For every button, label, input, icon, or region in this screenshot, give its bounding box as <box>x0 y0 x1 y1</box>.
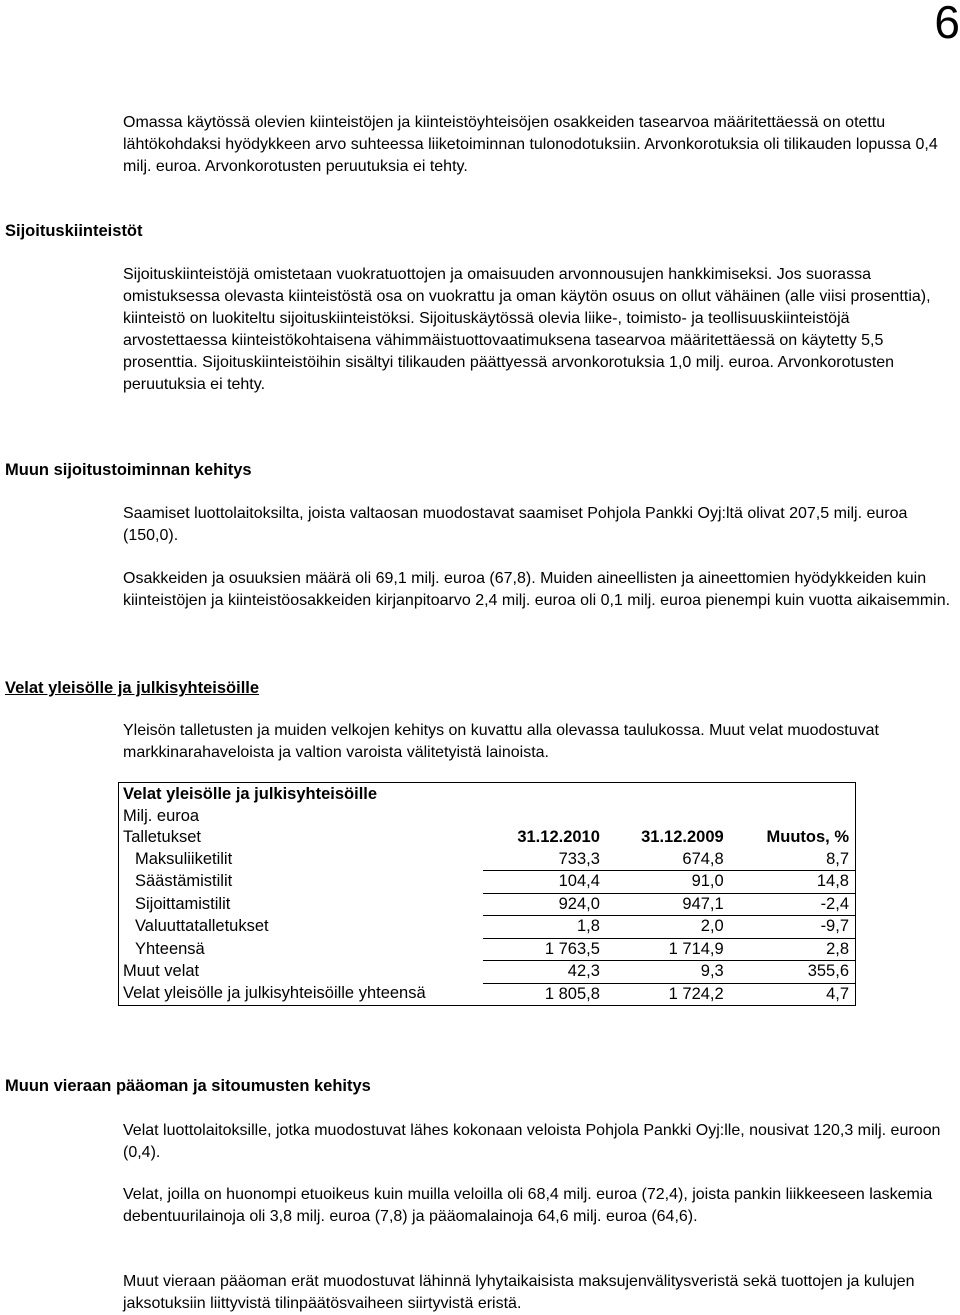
cell-2010: 733,3 <box>483 849 606 871</box>
column-header-2010: 31.12.2010 <box>517 828 600 846</box>
paragraph-credit-institution-liabilities: Velat luottolaitoksille, jotka muodostuvat lähes kokonaan veloista Pohjola Pankki Oyj:lle, nousivat 120,3 milj. euroon (0,4). <box>123 1122 941 1161</box>
cell-2010: 104,4 <box>483 871 606 894</box>
cell-change: 2,8 <box>730 938 856 961</box>
heading-public-liabilities: Velat yleisölle ja julkisyhteisöille <box>5 679 260 697</box>
paragraph-subordinated-liabilities: Velat, joilla on huonompi etuoikeus kuin muilla veloilla oli 68,4 milj. euroa (72,4), joista pankin liikkeeseen laskemia debentuurilainoja oli 3,8 milj. euroa (7,8) ja pääomalainoja 64,6 milj. euroa (64,6). <box>123 1186 933 1225</box>
cell-change: 14,8 <box>730 871 856 894</box>
table-row <box>119 871 856 894</box>
column-header-2009: 31.12.2009 <box>641 828 724 846</box>
cell-2009: 674,8 <box>606 849 730 871</box>
cell-change: -2,4 <box>730 893 856 916</box>
paragraph-public-liabilities: Yleisön talletusten ja muiden velkojen kehitys on kuvattu alla olevassa taulukossa. Muut velat muodostuvat markkinarahaveloista ja valtion varoista välitetyistä lainoista. <box>123 722 879 761</box>
heading-investment-property: Sijoituskiinteistöt <box>5 222 143 240</box>
table-row <box>119 983 856 1006</box>
cell-2009: 2,0 <box>606 916 730 939</box>
paragraph-investment-property: Sijoituskiinteistöjä omistetaan vuokratuottojen ja omaisuuden arvonnousujen hankkimiseksi. Jos suorassa omistuksessa olevasta kiinteistöstä osa on vuokrattu ja oman käytön osuus on ollut vähäinen (alle viisi prosenttia), kiinteistö on luokiteltu sijoituskiinteistöksi. Sijoituskäytössä olevia liike-, toimisto- ja teollisuuskiinteistöjä arvostettaessa kiinteistökohtaisena vähimmäistuottovaatimuksena tasearvoa määritettäessä on käytetty 5,5 prosenttia. Sijoituskiinteistöihin sisältyi tilikauden päättyessä arvonkorotuksia 1,0 milj. euroa. Arvonkorotusten peruutuksia ei tehty. <box>123 266 931 393</box>
cell-2009: 91,0 <box>606 871 730 894</box>
row-label: Sijoittamistilit <box>135 894 231 913</box>
paragraph-other-items: Muut vieraan pääoman erät muodostuvat lähinnä lyhytaikaisista maksujenvälitysveristä sekä tuottojen ja kulujen jaksotuksiin liittyvistä tilinpäätösvaiheen siirtyvistä eristä. <box>123 1273 915 1312</box>
table-title: Velat yleisölle ja julkisyhteisöille <box>123 785 378 803</box>
table-row <box>119 849 856 871</box>
page-number: 6 <box>934 0 960 48</box>
cell-2010: 1 763,5 <box>483 938 606 961</box>
table-section-label: Talletukset <box>123 828 201 846</box>
cell-2010: 1,8 <box>483 916 606 939</box>
table-unit: Milj. euroa <box>123 806 200 825</box>
cell-2009: 1 714,9 <box>606 938 730 961</box>
cell-2009: 9,3 <box>606 961 730 984</box>
row-label: Maksuliiketilit <box>135 849 233 868</box>
row-label: Yhteensä <box>135 939 205 958</box>
table-row <box>119 961 856 984</box>
cell-2010: 1 805,8 <box>483 983 606 1006</box>
column-header-change: Muutos, % <box>766 828 849 846</box>
row-label: Muut velat <box>123 962 200 980</box>
cell-2010: 924,0 <box>483 893 606 916</box>
table-row <box>119 893 856 916</box>
cell-2010: 42,3 <box>483 961 606 984</box>
paragraph-shares: Osakkeiden ja osuuksien määrä oli 69,1 milj. euroa (67,8). Muiden aineellisten ja aineettomien hyödykkeiden kuin kiinteistöjen ja kiinteistöosakkeiden kirjanpitoarvo 2,4 milj. euroa oli 0,1 milj. euroa pienempi kuin vuotta aikaisemmin. <box>123 570 951 609</box>
cell-2009: 947,1 <box>606 893 730 916</box>
cell-change: -9,7 <box>730 916 856 939</box>
cell-change: 4,7 <box>730 983 856 1006</box>
heading-other-investment: Muun sijoitustoiminnan kehitys <box>5 461 252 479</box>
cell-2009: 1 724,2 <box>606 983 730 1006</box>
row-label: Säästämistilit <box>135 872 233 890</box>
paragraph-receivables: Saamiset luottolaitoksilta, joista valtaosan muodostavat saamiset Pohjola Pankki Oyj:ltä olivat 207,5 milj. euroa (150,0). <box>123 505 908 544</box>
heading-other-liabilities: Muun vieraan pääoman ja sitoumusten kehitys <box>5 1077 371 1095</box>
deposits-table <box>118 782 856 1006</box>
cell-change: 355,6 <box>730 961 856 984</box>
cell-change: 8,7 <box>730 849 856 871</box>
table-row <box>119 916 856 939</box>
table-row <box>119 938 856 961</box>
paragraph-owner-occupied-property: Omassa käytössä olevien kiinteistöjen ja kiinteistöyhteisöjen osakkeiden tasearvoa määritettäessä on otettu lähtökohdaksi hyödykkeen arvo suhteessa liiketoiminnan tulonodotuksiin. Arvonkorotuksia oli tilikauden lopussa 0,4 milj. euroa. Arvonkorotusten peruutuksia ei tehty. <box>123 114 938 175</box>
row-label: Velat yleisölle ja julkisyhteisöille yhteensä <box>123 984 426 1003</box>
row-label: Valuuttatalletukset <box>135 917 269 935</box>
